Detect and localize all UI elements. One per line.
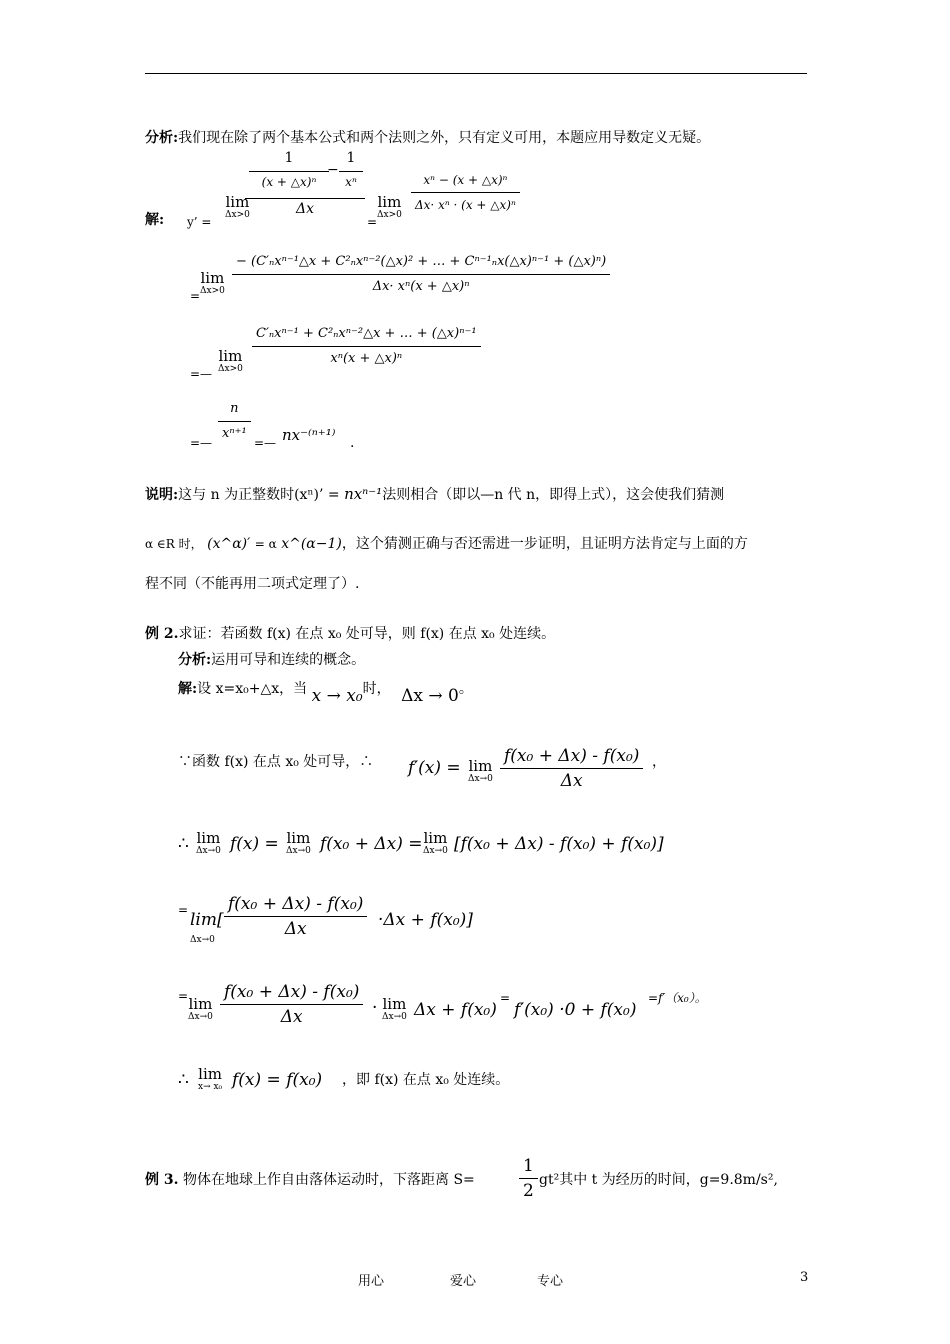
example2-label: 例 2. — [145, 626, 179, 642]
footer-mid: 爱心 — [450, 1274, 477, 1289]
example2-sol-formula-a: x → x₀ — [311, 686, 363, 706]
example2-sol-text-b: 时， — [362, 681, 391, 697]
example2-l2-fxdx: f(x₀ + Δx) = — [320, 834, 423, 854]
limit-symbol-4: lim Δx>0 — [218, 347, 243, 374]
example2-l2-fx: f(x) = — [230, 834, 279, 854]
example3-text-a: 物体在地球上作自由落体运动时，下落距离 S= — [183, 1172, 475, 1188]
example2-analysis-label: 分析: — [178, 652, 212, 668]
step3-fraction: C′ₙxⁿ⁻¹ + C²ₙxⁿ⁻²△x + … + (△x)ⁿ⁻¹ xⁿ(x + △x)ⁿ — [252, 324, 481, 369]
limit-symbol-6: lim Δx→0 — [196, 829, 221, 856]
example2-l4-equals-3: = — [648, 991, 659, 1005]
example2-l3-lim-sub: Δx→0 — [190, 935, 215, 945]
example2-l5-c: ，即 f(x) 在点 x₀ 处连续。 — [342, 1072, 510, 1088]
note-line2-formula2: x^(α−1) — [281, 536, 342, 552]
note-line-3: 程不同（不能再用二项式定理了）. — [145, 576, 360, 592]
example2-sol-end: 。 — [458, 681, 473, 697]
solution-prefix: y’ = — [187, 215, 212, 229]
example2-sol-label: 解: — [178, 681, 198, 697]
example2-sol-text-a: 设 x=x₀+△x，当 — [197, 681, 308, 697]
fraction-2: $\frac{\text{xⁿ − (x + △x)ⁿ}}{\text{Δx· xⁿ · (x + △x)ⁿ}}$ — [411, 170, 520, 215]
example2-l4-dot: · — [372, 998, 378, 1018]
step4-equals: =— — [190, 436, 213, 450]
example3-label: 例 3. — [145, 1172, 179, 1188]
limit-symbol-8: lim Δx→0 — [423, 829, 448, 856]
limit-symbol-2: lim Δx>0 — [377, 193, 402, 220]
example2-text: 求证：若函数 f(x) 在点 x₀ 处可导，则 f(x) 在点 x₀ 处连续。 — [178, 626, 556, 642]
analysis-paragraph — [145, 128, 710, 148]
analysis-text: 我们现在除了两个基本公式和两个法则之外，只有定义可用，本题应用导数定义无疑。 — [178, 130, 711, 146]
note-line-2 — [145, 534, 748, 554]
fraction-1-num-a-den: (x + △x)ⁿ — [249, 171, 329, 192]
example2-l4-fraction: $\frac{\text{f(x₀ + Δx) - f(x₀)}}{\Delta x}$ — [220, 982, 363, 1027]
fraction-1-minus: − — [327, 162, 339, 178]
limit-symbol: lim Δx>0 — [225, 193, 250, 220]
example2-solution — [178, 678, 473, 718]
example2-l5-therefore: ∴ — [178, 1070, 189, 1090]
limit-symbol-10: lim Δx→0 — [382, 995, 407, 1022]
limit-symbol-5: lim Δx→0 — [468, 757, 493, 784]
note-line-1 — [145, 484, 724, 505]
example2-l4-c: f′(x₀) ·0 + f(x₀) — [514, 1000, 637, 1020]
fraction-1-num-b: 1 — [346, 150, 356, 166]
example3-fraction: $\frac{1}{2}$ — [519, 1156, 538, 1201]
example2-l3-tail: ·Δx + f(x₀)] — [378, 910, 473, 930]
fraction-1-den: Δx — [245, 198, 365, 219]
note-text-b: 法则相合（即以—n 代 n，即得上式），这会使我们猜测 — [382, 487, 725, 503]
equals-sign: = — [367, 215, 378, 229]
limit-symbol-9: lim Δx→0 — [188, 995, 213, 1022]
step2-fraction: − (C′ₙxⁿ⁻¹△x + C²ₙxⁿ⁻²(△x)² + … + Cⁿ⁻¹ₙx(△x)ⁿ⁻¹ + (△x)ⁿ) Δx· xⁿ(x + △x)ⁿ — [232, 252, 610, 297]
example2-statement — [145, 624, 555, 644]
footer-right: 专心 — [537, 1274, 564, 1289]
example2-l1-fprime: f′(x) = — [408, 758, 461, 778]
example2-analysis — [178, 650, 365, 670]
step4-equals-2: =— — [254, 436, 277, 450]
example2-l3-open: lim[ — [190, 910, 224, 930]
header-rule — [145, 73, 807, 74]
limit-symbol-11: lim x→ x₀ — [198, 1065, 223, 1092]
note-line2-a: α ∈R 时， — [145, 537, 203, 551]
example3-text-b: gt²其中 t 为经历的时间，g=9.8m/s², — [539, 1172, 778, 1188]
example2-l4-equals: = — [178, 989, 189, 1003]
example2-l1-fraction: $\frac{\text{f(x₀ + Δx) - f(x₀)}}{\Delta x}$ — [500, 746, 643, 791]
example2-sol-formula-b: Δx → 0 — [401, 686, 459, 706]
example2-l4-equals-2: = — [500, 991, 511, 1005]
note-line2-b: ，这个猜测正确与否还需进一步证明，且证明方法肯定与上面的方 — [341, 536, 748, 552]
example2-l4-d: f′（x₀）。 — [658, 991, 707, 1005]
example2-l3-equals: = — [178, 903, 189, 917]
note-formula: nxⁿ⁻¹ — [344, 485, 383, 503]
example2-l4-b: Δx + f(x₀) — [414, 1000, 497, 1020]
note-line2-formula: (x^α)′ — [207, 536, 251, 552]
step4-result: nx⁻⁽ⁿ⁺¹⁾ — [282, 426, 336, 444]
analysis-label: 分析: — [145, 130, 179, 146]
example2-l2-therefore: ∴ — [178, 834, 189, 854]
example2-analysis-text: 运用可导和连续的概念。 — [211, 652, 366, 668]
limit-symbol-3: lim Δx>0 — [200, 269, 225, 296]
solution-label: 解: — [145, 212, 165, 228]
note-text-a: 这与 n 为正整数时(xⁿ)’ = — [178, 487, 340, 503]
limit-symbol-7: lim Δx→0 — [286, 829, 311, 856]
fraction-1-num-b-den: xⁿ — [339, 171, 363, 192]
step4-fraction: $\frac{n}{\text{xⁿ⁺¹}}$ — [218, 399, 251, 444]
example2-l5-b: f(x) = f(x₀) — [232, 1070, 323, 1090]
page-number: 3 — [800, 1270, 809, 1285]
step2-equals: = — [190, 289, 201, 303]
example2-l1-text: ∵函数 f(x) 在点 x₀ 处可导，∴ — [178, 754, 374, 770]
example2-l1-end: ， — [652, 754, 666, 770]
step4-period: . — [350, 435, 355, 451]
note-label: 说明: — [145, 487, 179, 503]
step3-equals: =— — [190, 367, 213, 381]
example2-l3-fraction: $\frac{\text{f(x₀ + Δx) - f(x₀)}}{\Delta x}$ — [224, 894, 367, 939]
example2-l2-bracket: [f(x₀ + Δx) - f(x₀) + f(x₀)] — [454, 834, 664, 854]
note-line2-eq: = α — [254, 537, 277, 551]
fraction-1-num-a: 1 — [284, 150, 294, 166]
footer-left: 用心 — [358, 1274, 385, 1289]
